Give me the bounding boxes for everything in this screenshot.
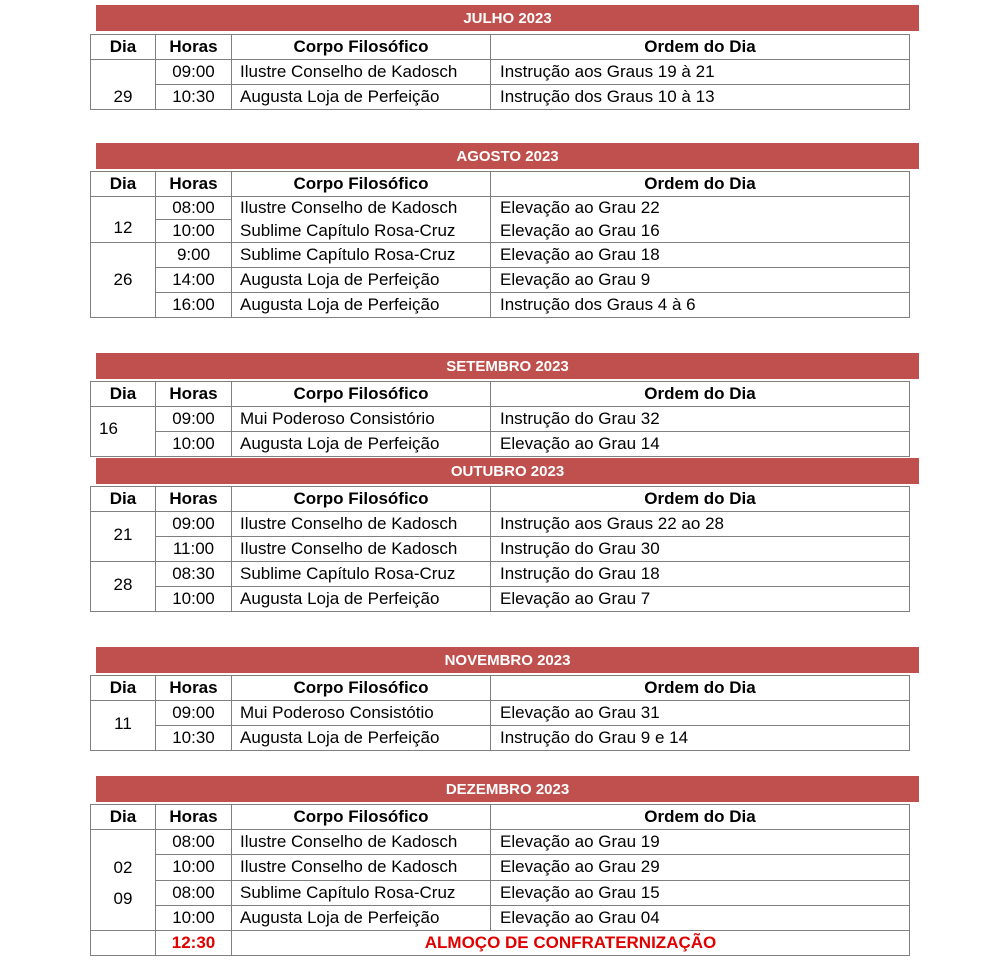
agenda-cell: Instrução do Grau 32 (491, 407, 910, 432)
header-ordem: Ordem do Dia (491, 805, 910, 830)
time-cell: 10:30 (156, 85, 232, 110)
header-corpo: Corpo Filosófico (232, 35, 491, 60)
body-cell: Augusta Loja de Perfeição (232, 726, 491, 751)
table-row (91, 537, 910, 562)
header-row (91, 172, 910, 197)
time-cell: 09:00 (156, 60, 232, 85)
body-cell: Ilustre Conselho de Kadosch (232, 60, 491, 85)
schedule-table (90, 34, 910, 110)
table-row (91, 243, 910, 268)
header-row (91, 676, 910, 701)
agenda-cell: Elevação ao Grau 31 (491, 701, 910, 726)
day-cell: 16 (91, 407, 156, 457)
body-cell: Ilustre Conselho de Kadosch (232, 512, 491, 537)
table-row (91, 855, 910, 880)
agenda-cell: Elevação ao Grau 22 (491, 197, 910, 220)
time-cell: 10:00 (156, 905, 232, 930)
table-row (91, 197, 910, 220)
agenda-cell: Elevação ao Grau 15 (491, 880, 910, 905)
time-cell: 10:00 (156, 432, 232, 457)
table-row (91, 905, 910, 930)
header-ordem: Ordem do Dia (491, 487, 910, 512)
header-ordem: Ordem do Dia (491, 382, 910, 407)
agenda-cell: Elevação ao Grau 7 (491, 587, 910, 612)
schedule-table (90, 804, 910, 956)
header-horas: Horas (156, 676, 232, 701)
agenda-cell: Elevação ao Grau 18 (491, 243, 910, 268)
time-cell: 10:00 (156, 855, 232, 880)
agenda-cell: Instrução aos Graus 22 ao 28 (491, 512, 910, 537)
month-banner: JULHO 2023 (96, 5, 919, 31)
body-cell: Augusta Loja de Perfeição (232, 587, 491, 612)
body-cell: Mui Poderoso Consistótio (232, 701, 491, 726)
time-cell: 16:00 (156, 293, 232, 318)
table-row (91, 512, 910, 537)
day-cell: 26 (91, 243, 156, 318)
header-corpo: Corpo Filosófico (232, 172, 491, 197)
agenda-cell: Elevação ao Grau 29 (491, 855, 910, 880)
table-row (91, 407, 910, 432)
agenda-cell: Instrução do Grau 30 (491, 537, 910, 562)
header-horas: Horas (156, 172, 232, 197)
time-cell: 08:00 (156, 197, 232, 220)
header-corpo: Corpo Filosófico (232, 805, 491, 830)
table-row (91, 220, 910, 243)
schedule-table (90, 381, 910, 457)
schedule-table (90, 171, 910, 318)
header-dia: Dia (91, 382, 156, 407)
table-row (91, 268, 910, 293)
day-cell: 28 (91, 562, 156, 612)
time-cell: 08:00 (156, 880, 232, 905)
day-cell: 12 (91, 197, 156, 243)
body-cell: Ilustre Conselho de Kadosch (232, 537, 491, 562)
schedule-table (90, 486, 910, 612)
time-cell: 10:00 (156, 587, 232, 612)
header-horas: Horas (156, 805, 232, 830)
month-banner: NOVEMBRO 2023 (96, 647, 919, 673)
body-cell: Augusta Loja de Perfeição (232, 905, 491, 930)
time-cell: 9:00 (156, 243, 232, 268)
header-row (91, 487, 910, 512)
header-ordem: Ordem do Dia (491, 676, 910, 701)
header-dia: Dia (91, 676, 156, 701)
agenda-cell: Elevação ao Grau 04 (491, 905, 910, 930)
agenda-cell: Instrução dos Graus 10 à 13 (491, 85, 910, 110)
header-dia: Dia (91, 487, 156, 512)
body-cell: Sublime Capítulo Rosa-Cruz (232, 562, 491, 587)
body-cell: Augusta Loja de Perfeição (232, 85, 491, 110)
agenda-cell: Instrução dos Graus 4 à 6 (491, 293, 910, 318)
agenda-cell: Elevação ao Grau 19 (491, 830, 910, 855)
body-cell: Mui Poderoso Consistório (232, 407, 491, 432)
header-dia: Dia (91, 805, 156, 830)
time-cell: 09:00 (156, 407, 232, 432)
highlight-row (91, 930, 910, 955)
header-row (91, 35, 910, 60)
header-horas: Horas (156, 35, 232, 60)
body-cell: Augusta Loja de Perfeição (232, 432, 491, 457)
agenda-cell: Elevação ao Grau 14 (491, 432, 910, 457)
day-cell: 09 (91, 880, 156, 930)
schedule-table (90, 675, 910, 751)
body-cell: Ilustre Conselho de Kadosch (232, 197, 491, 220)
table-row (91, 726, 910, 751)
header-corpo: Corpo Filosófico (232, 382, 491, 407)
body-cell: Ilustre Conselho de Kadosch (232, 830, 491, 855)
table-row (91, 85, 910, 110)
empty-day-cell (91, 930, 156, 955)
table-row (91, 701, 910, 726)
header-ordem: Ordem do Dia (491, 172, 910, 197)
header-horas: Horas (156, 487, 232, 512)
highlight-event: ALMOÇO DE CONFRATERNIZAÇÃO (232, 930, 910, 955)
table-row (91, 293, 910, 318)
header-corpo: Corpo Filosófico (232, 487, 491, 512)
agenda-cell: Elevação ao Grau 16 (491, 220, 910, 243)
table-row (91, 432, 910, 457)
table-row (91, 60, 910, 85)
agenda-cell: Instrução do Grau 18 (491, 562, 910, 587)
day-cell: 21 (91, 512, 156, 562)
day-cell: 29 (91, 60, 156, 110)
table-row (91, 880, 910, 905)
header-horas: Horas (156, 382, 232, 407)
day-cell: 02 (91, 830, 156, 881)
body-cell: Sublime Capítulo Rosa-Cruz (232, 243, 491, 268)
day-cell: 11 (91, 701, 156, 751)
month-banner: SETEMBRO 2023 (96, 353, 919, 379)
time-cell: 11:00 (156, 537, 232, 562)
body-cell: Augusta Loja de Perfeição (232, 293, 491, 318)
table-row (91, 562, 910, 587)
time-cell: 09:00 (156, 512, 232, 537)
agenda-cell: Instrução aos Graus 19 à 21 (491, 60, 910, 85)
time-cell: 08:30 (156, 562, 232, 587)
body-cell: Sublime Capítulo Rosa-Cruz (232, 220, 491, 243)
body-cell: Sublime Capítulo Rosa-Cruz (232, 880, 491, 905)
table-row (91, 587, 910, 612)
time-cell: 14:00 (156, 268, 232, 293)
time-cell: 09:00 (156, 701, 232, 726)
time-cell: 10:00 (156, 220, 232, 243)
highlight-time: 12:30 (156, 930, 232, 955)
agenda-cell: Elevação ao Grau 9 (491, 268, 910, 293)
month-banner: DEZEMBRO 2023 (96, 776, 919, 802)
body-cell: Ilustre Conselho de Kadosch (232, 855, 491, 880)
header-dia: Dia (91, 35, 156, 60)
header-row (91, 382, 910, 407)
month-banner: OUTUBRO 2023 (96, 458, 919, 484)
body-cell: Augusta Loja de Perfeição (232, 268, 491, 293)
header-row (91, 805, 910, 830)
month-banner: AGOSTO 2023 (96, 143, 919, 169)
agenda-cell: Instrução do Grau 9 e 14 (491, 726, 910, 751)
header-ordem: Ordem do Dia (491, 35, 910, 60)
header-corpo: Corpo Filosófico (232, 676, 491, 701)
time-cell: 10:30 (156, 726, 232, 751)
header-dia: Dia (91, 172, 156, 197)
time-cell: 08:00 (156, 830, 232, 855)
table-row (91, 830, 910, 855)
